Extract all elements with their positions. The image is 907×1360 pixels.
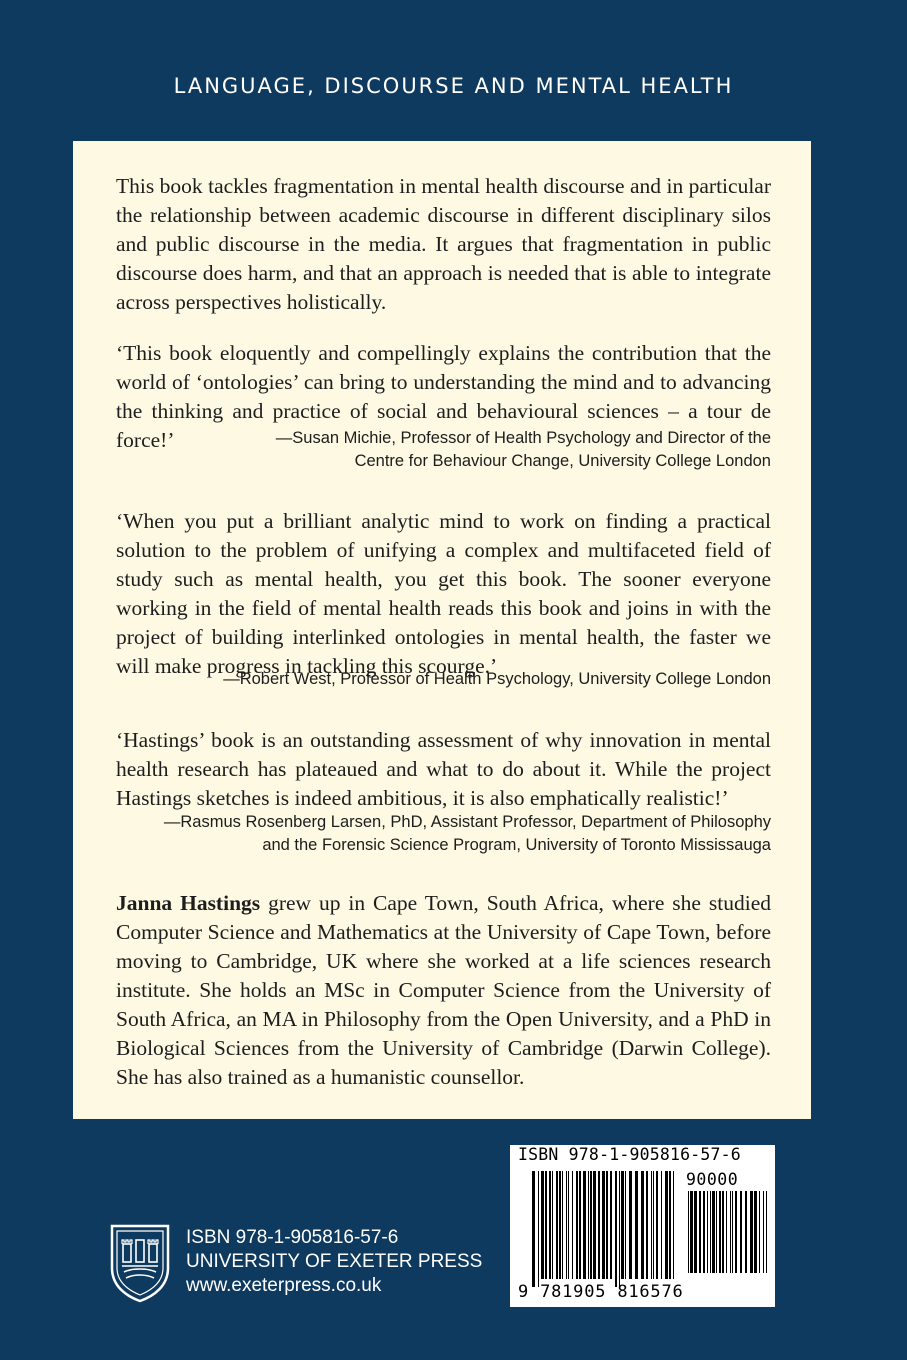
barcode-bar bbox=[688, 1191, 689, 1273]
barcode-bar bbox=[552, 1171, 553, 1279]
attribution-line: —Susan Michie, Professor of Health Psychology and Director of the bbox=[275, 429, 771, 447]
endorsement-attribution bbox=[164, 811, 771, 857]
barcode-bar bbox=[745, 1191, 747, 1273]
barcode-bar bbox=[712, 1191, 715, 1273]
author-bio bbox=[116, 889, 771, 1092]
barcode-bar bbox=[566, 1171, 567, 1279]
endorsement-attribution bbox=[276, 427, 771, 473]
barcode-bar bbox=[653, 1171, 654, 1279]
barcode-bar bbox=[726, 1191, 727, 1273]
barcode-bar bbox=[538, 1171, 539, 1287]
barcode-bar bbox=[730, 1191, 731, 1273]
barcode-bar bbox=[588, 1171, 589, 1279]
barcode-bar bbox=[541, 1171, 544, 1279]
barcode-bar bbox=[646, 1171, 648, 1279]
barcode-bar bbox=[763, 1191, 764, 1273]
barcode-bar bbox=[661, 1171, 662, 1279]
barcode-bar bbox=[619, 1171, 620, 1287]
barcode-bar bbox=[625, 1171, 626, 1279]
barcode-bar bbox=[710, 1191, 711, 1273]
barcode bbox=[510, 1145, 775, 1307]
barcode-bar bbox=[621, 1171, 624, 1279]
barcode-number: 9 781905 816576 bbox=[518, 1282, 684, 1302]
exeter-press-crest-icon bbox=[108, 1222, 172, 1304]
publisher-website[interactable]: www.exeterpress.co.uk bbox=[186, 1275, 382, 1296]
barcode-bar bbox=[579, 1171, 581, 1279]
barcode-bar bbox=[750, 1191, 753, 1273]
barcode-bar bbox=[610, 1171, 612, 1279]
barcode-bar bbox=[602, 1171, 605, 1279]
publisher-text bbox=[186, 1226, 482, 1298]
back-cover-text-panel bbox=[73, 141, 811, 1119]
publisher-name: UNIVERSITY OF EXETER PRESS bbox=[186, 1251, 483, 1272]
barcode-bar bbox=[568, 1171, 569, 1279]
barcode-bar bbox=[690, 1191, 693, 1273]
barcode-bar bbox=[545, 1171, 547, 1279]
barcode-bars bbox=[532, 1171, 678, 1287]
barcode-bar bbox=[707, 1191, 708, 1273]
barcode-bar bbox=[549, 1171, 551, 1279]
barcode-addon-number: 90000 bbox=[686, 1170, 739, 1189]
attribution-line: —Rasmus Rosenberg Larsen, PhD, Assistant Professor, Department of Philosophy bbox=[163, 813, 771, 831]
author-name: Janna Hastings bbox=[116, 891, 261, 915]
barcode-bar bbox=[576, 1171, 578, 1279]
endorsement-quote: ‘Hastings’ book is an outstanding assessment of why innovation in mental health research has plateaued and what to do about it. While the project Hastings sketches is indeed ambitious, it is also emphatically realistic!’ bbox=[116, 728, 771, 810]
barcode-bar bbox=[716, 1191, 717, 1273]
author-bio-text: grew up in Cape Town, South Africa, where she studied Computer Science and Mathematics at the University of Cape Town, before moving to Cambridge, UK where she worked at a life sciences research institute. She holds an MSc in Computer Science from the University of South Africa, an MA in Philosophy from the Open University, and a PhD in Biological Sciences from the University of Cambridge (Darwin College). She has also trained as a humanistic counsellor. bbox=[116, 891, 771, 1089]
barcode-bar bbox=[615, 1171, 617, 1287]
barcode-bar bbox=[532, 1171, 535, 1287]
endorsement-attribution bbox=[223, 668, 771, 691]
endorsement-quote: ‘This book eloquently and compellingly explains the contribution that the world of ‘ontologies’ can bring to understanding the mind and to advancing the thinking and practice of social and behavioural sciences – a tour de force!’ bbox=[116, 341, 771, 452]
barcode-bar bbox=[583, 1171, 586, 1279]
publisher-isbn: ISBN 978-1-905816-57-6 bbox=[186, 1227, 399, 1248]
barcode-bar bbox=[593, 1171, 596, 1279]
barcode-bar bbox=[699, 1191, 701, 1273]
barcode-bar bbox=[754, 1191, 757, 1273]
barcode-bar bbox=[669, 1171, 671, 1279]
barcode-bar bbox=[703, 1191, 705, 1273]
barcode-bar bbox=[732, 1191, 733, 1273]
book-blurb: This book tackles fragmentation in mental health discourse and in particular the relationship between academic discourse in different disciplinary silos and public discourse in the media. It argues that fragmentation in public discourse does harm, and that an approach is needed that is able to integrate across perspectives holistically. bbox=[116, 174, 771, 314]
barcode-bar bbox=[629, 1171, 632, 1279]
attribution-line: and the Forensic Science Program, University of Toronto Mississauga bbox=[262, 836, 771, 854]
barcode-bar bbox=[673, 1171, 674, 1279]
barcode-bar bbox=[559, 1171, 561, 1279]
attribution-line: —Robert West, Professor of Health Psychology, University College London bbox=[223, 670, 771, 688]
barcode-bar bbox=[735, 1191, 737, 1273]
barcode-bar bbox=[598, 1171, 600, 1279]
attribution-line: Centre for Behaviour Change, University College London bbox=[354, 452, 771, 470]
barcode-bar bbox=[719, 1191, 721, 1273]
barcode-bar bbox=[572, 1171, 573, 1279]
barcode-bar bbox=[556, 1171, 558, 1279]
endorsement-quote: ‘When you put a brilliant analytic mind to work on finding a practical solution to the problem of unifying a complex and multifaceted field of study such as mental health, you get this book. The sooner everyone working in the field of mental health reads this book and joins in with the project of building interlinked ontologies in mental health, the faster we will make progress in tackling this scourge.’ bbox=[116, 509, 771, 678]
barcode-bar bbox=[740, 1191, 742, 1273]
barcode-bar bbox=[641, 1171, 644, 1279]
barcode-bar bbox=[766, 1191, 767, 1273]
barcode-bar bbox=[562, 1171, 563, 1279]
barcode-bar bbox=[656, 1171, 658, 1279]
barcode-addon-bars bbox=[688, 1191, 770, 1281]
barcode-bar bbox=[651, 1171, 652, 1279]
series-title: LANGUAGE, DISCOURSE AND MENTAL HEALTH bbox=[173, 74, 734, 98]
barcode-bar bbox=[722, 1191, 724, 1273]
barcode-bar bbox=[694, 1191, 697, 1273]
barcode-bar bbox=[590, 1171, 592, 1279]
barcode-bar bbox=[759, 1191, 760, 1273]
barcode-bar bbox=[635, 1171, 638, 1279]
barcode-bar bbox=[665, 1171, 668, 1279]
barcode-bar bbox=[606, 1171, 608, 1279]
barcode-isbn-label: ISBN 978-1-905816-57-6 bbox=[518, 1145, 741, 1164]
